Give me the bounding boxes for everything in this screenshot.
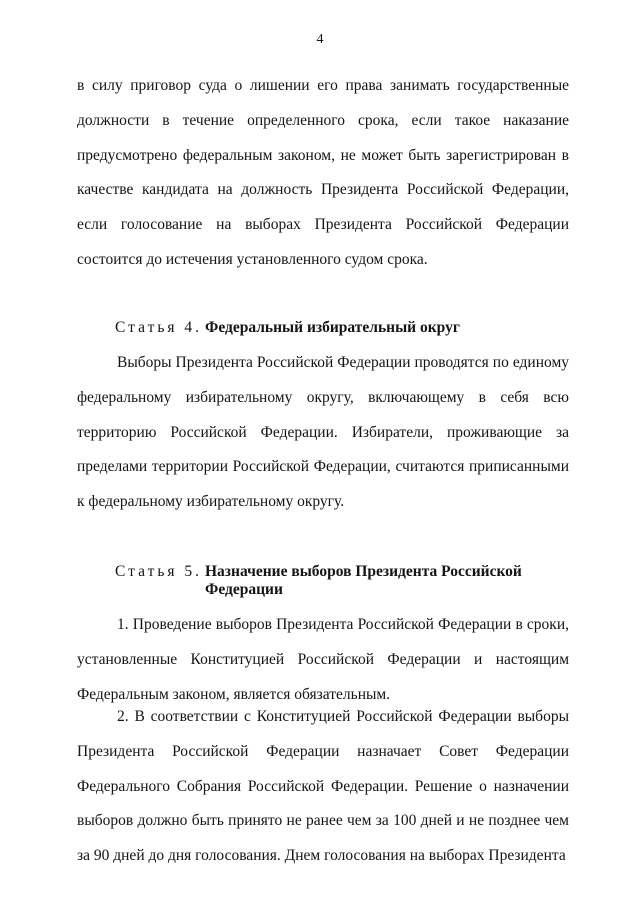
article-4-heading — [115, 319, 575, 337]
article-4-paragraph: Выборы Президента Российской Федерации проводятся по единому федеральному избирательному округу, включающему в себя всю территорию Российской Федерации. Избиратели, проживающие за пределами территории Российской Федерации, считаются приписанными к федеральному избирательному округу. — [77, 354, 569, 511]
article-4-label: Статья 4. — [115, 319, 203, 336]
article-5-heading — [115, 563, 575, 599]
page-number: 4 — [316, 32, 324, 47]
article-5-paragraph-2: 2. В соответствии с Конституцией Российской Федерации выборы Президента Российской Федерации назначает Совет Федерации Федерального Собрания Российской Федерации. Решение о назначении выборов должно быть принято не ранее чем за 100 дней и не позднее чем за 90 дней до дня голосования. Днем голосования на выборах Президента — [77, 708, 569, 865]
paragraph-continuation: в силу приговор суда о лишении его права занимать государственные должности в течение определенного срока, если такое наказание предусмотрено федеральным законом, не может быть зарегистрирован в качестве кандидата на должность Президента Российской Федерации, если голосование на выборах Президента Российской Федерации состоится до истечения установленного судом срока. — [77, 77, 569, 268]
article-5-paragraph-1: 1. Проведение выборов Президента Российской Федерации в сроки, установленные Конституцией Российской Федерации и настоящим Федеральным законом, является обязательным. — [77, 616, 569, 703]
article-4-title: Федеральный избирательный округ — [205, 319, 460, 336]
article-5-title: Назначение выборов Президента Российской Федерации — [205, 563, 522, 598]
article-5-label: Статья 5. — [115, 563, 203, 580]
